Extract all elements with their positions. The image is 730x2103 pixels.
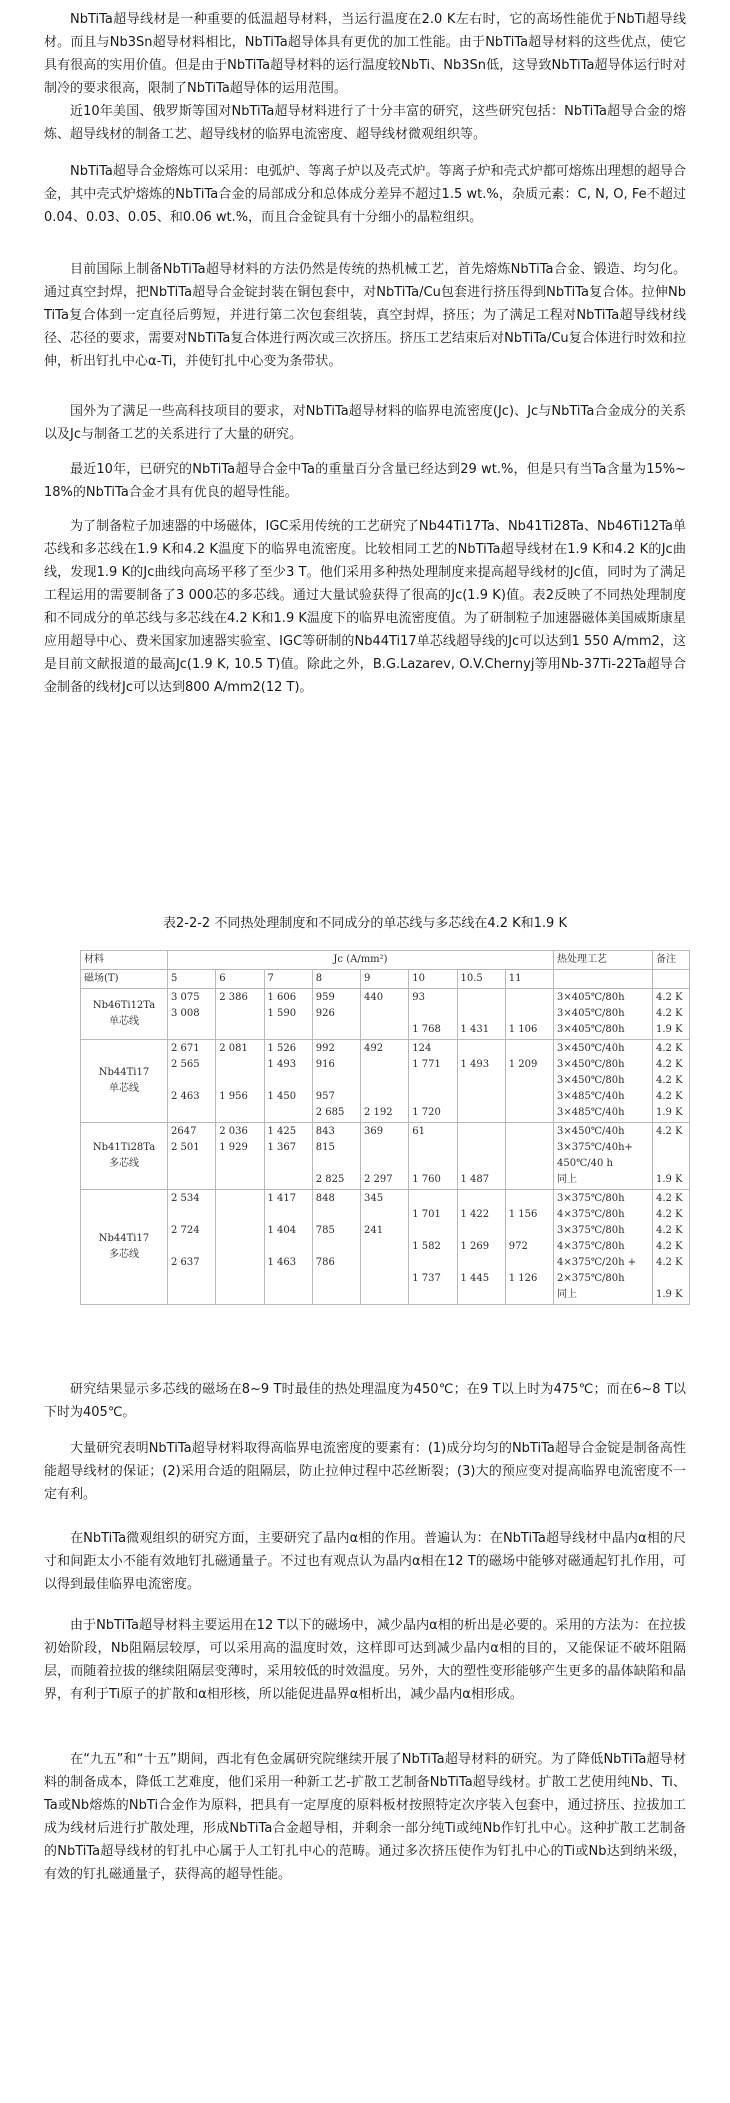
paragraph-9: 大量研究表明NbTiTa超导材料取得高临界电流密度的要素有：(1)成分均匀的NbTiTa超导合金锭是制备高性能超导线材的保证；(2)采用合适的阻隔层，防止拉伸过程中芯丝断裂；(3)大的预应变对提高临界电流密度不一定有利。 <box>44 1441 686 1502</box>
note-cell: 4.2 K 4.2 K 1.9 K <box>653 989 690 1040</box>
jc-cell: 1 422 1 269 1 445 <box>457 1190 505 1305</box>
jc-cell: 1 526 1 493 1 450 <box>264 1040 312 1123</box>
field-col: 10 <box>409 970 457 989</box>
jc-table <box>80 950 690 1305</box>
paragraph-2: 近10年美国、俄罗斯等国对NbTiTa超导材料进行了十分丰富的研究，这些研究包括：NbTiTa超导合金的熔炼、超导线材的制备工艺、超导线材的临界电流密度、超导线材微观组织等。 <box>44 104 686 142</box>
jc-cell: 1 701 1 582 1 737 <box>409 1190 457 1305</box>
paragraph-5: 国外为了满足一些高科技项目的要求，对NbTiTa超导材料的临界电流密度(Jc)、Jc与NbTiTa合金成分的关系以及Jc与制备工艺的关系进行了大量的研究。 <box>44 404 686 442</box>
note-cell: 4.2 K 4.2 K 4.2 K 4.2 K 4.2 K 1.9 K <box>653 1190 690 1305</box>
paragraph-12: 在“九五”和“十五”期间，西北有色金属研究院继续开展了NbTiTa超导材料的研究。为了降低NbTiTa超导材料的制备成本，降低工艺难度，他们采用一种新工艺-扩散工艺制备NbTiTa超导线材。扩散工艺使用纯Nb、Ti、Ta或Nb熔炼的NbTi合金作为原料，把具有一定厚度的原料板材按照特定次序装入包套中，通过挤压、拉拔加工成为线材后进行扩散处理，形成NbTiTa合金超导相，并剩余一部分纯Ti或纯Nb作钉扎中心。这种扩散工艺制备的NbTiTa超导线材的钉扎中心属于人工钉扎中心的范畴。通过多次挤压使作为钉扎中心的Ti或Nb达到纳米级，有效的钉扎磁通量子，获得高的超导性能。 <box>44 1752 686 1882</box>
jc-cell: 3 075 3 008 <box>168 989 216 1040</box>
jc-cell: 1 417 1 404 1 463 <box>264 1190 312 1305</box>
paragraph-4: 目前国际上制备NbTiTa超导材料的方法仍然是传统的热机械工艺，首先熔炼NbTiTa合金、锻造、均匀化。通过真空封焊，把NbTiTa超导合金锭封装在铜包套中，对NbTiTa/Cu包套进行挤压得到NbTiTa复合体。拉伸NbTiTa复合体到一定直径后剪短，并进行第二次包套组装，真空封焊，挤压；为了满足工程对NbTiTa超导线材线径、芯径的要求，需要对NbTiTa复合体进行两次或三次挤压。挤压工艺结束后对NbTiTa/Cu复合体进行时效和拉伸，析出钉扎中心α-Ti，并使钉扎中心变为条带状。 <box>44 262 686 369</box>
paragraph-7: 为了制备粒子加速器的中场磁体，IGC采用传统的工艺研究了Nb44Ti17Ta、Nb41Ti28Ta、Nb46Ti12Ta单芯线和多芯线在1.9 K和4.2 K温度下的临界电流密度。比较相同工艺的NbTiTa超导线材在1.9 K和4.2 K的Jc曲线，发现1.9 K的Jc曲线向高场平移了至少3 T。他们采用多种热处理制度来提高超导线材的Jc值，同时为了满足工程运用的需要制备了3 000芯的多芯线。通过大量试验获得了很高的Jc(1.9 K)值。表2反映了不同热处理制度和不同成分的单芯线与多芯线在4.2 K和1.9 K温度下的临界电流密度值。为了研制粒子加速器磁体美国威斯康星应用超导中心、费米国家加速器实验室、IGC等研制的Nb44Ti17单芯线超导线的Jc可以达到1 550 A/mm2，这是目前文献报道的最高Jc(1.9 K, 10.5 T)值。除此之外，B.G.Lazarev, O.V.Chernyj等用Nb-37Ti-22Ta超导合金制备的线材Jc可以达到800 A/mm2(12 T)。 <box>44 519 686 695</box>
jc-cell: 369 2 297 <box>361 1123 409 1190</box>
jc-cell: 2 534 2 724 2 637 <box>168 1190 216 1305</box>
header-heat: 热处理工艺 <box>554 951 653 970</box>
jc-cell: 1 487 <box>457 1123 505 1190</box>
table-caption: 表2-2-2 不同热处理制度和不同成分的单芯线与多芯线在4.2 K和1.9 K <box>163 916 567 931</box>
paragraph-10: 在NbTiTa微观组织的研究方面，主要研究了晶内α相的作用。普遍认为：在NbTiTa超导线材中晶内α相的尺寸和间距太小不能有效地钉扎磁通量子。不过也有观点认为晶内α相在12 T的磁场中能够对磁通起钉扎作用，可以得到最佳临界电流密度。 <box>44 1531 686 1592</box>
field-col: 10.5 <box>457 970 505 989</box>
table-row <box>81 1190 690 1305</box>
jc-cell: 440 <box>361 989 409 1040</box>
table-row <box>81 1123 690 1190</box>
jc-cell: 1 606 1 590 <box>264 989 312 1040</box>
row-material: Nb44Ti17 单芯线 <box>81 1040 168 1123</box>
paragraph-3: NbTiTa超导合金熔炼可以采用：电弧炉、等离子炉以及壳式炉。等离子炉和壳式炉都可熔炼出理想的超导合金，其中壳式炉熔炼的NbTiTa合金的局部成分和总体成分差异不超过1.5 wt.%，杂质元素：C, N, O, Fe不超过0.04、0.03、0.05、和0.06 wt.%，而且合金锭具有十分细小的晶粒组织。 <box>44 164 686 225</box>
row-material: Nb46Ti12Ta 单芯线 <box>81 989 168 1040</box>
header-note: 备注 <box>653 951 690 970</box>
jc-cell <box>505 1123 553 1190</box>
jc-cell: 492 2 192 <box>361 1040 409 1123</box>
header-field: 磁场(T) <box>81 970 168 989</box>
field-col: 8 <box>312 970 360 989</box>
row-material: Nb41Ti28Ta 多芯线 <box>81 1123 168 1190</box>
jc-cell: 2 386 <box>216 989 264 1040</box>
jc-cell: 843 815 2 825 <box>312 1123 360 1190</box>
jc-table-container <box>80 950 690 1360</box>
jc-cell: 93 1 768 <box>409 989 457 1040</box>
table-row <box>81 989 690 1040</box>
note-cell: 4.2 K 1.9 K <box>653 1123 690 1190</box>
jc-cell: 1 156 972 1 126 <box>505 1190 553 1305</box>
jc-cell <box>216 1190 264 1305</box>
paragraph-11: 由于NbTiTa超导材料主要运用在12 T以下的磁场中，减少晶内α相的析出是必要的。采用的方法为：在拉拔初始阶段，Nb阻隔层较厚，可以采用高的温度时效，这样即可达到减少晶内α相的目的，又能保证不破坏阻隔层，而随着拉拔的继续阻隔层变薄时，采用较低的时效温度。另外，大的塑性变形能够产生更多的晶体缺陷和晶界，有利于Ti原子的扩散和α相形核，所以能促进晶界α相析出，减少晶内α相形成。 <box>44 1618 686 1702</box>
heat-cell: 3×405℃/80h 3×405℃/80h 3×405℃/80h <box>554 989 653 1040</box>
jc-cell: 124 1 771 1 720 <box>409 1040 457 1123</box>
jc-cell: 1 209 <box>505 1040 553 1123</box>
field-col: 6 <box>216 970 264 989</box>
heat-cell: 3×450℃/40h 3×450℃/80h 3×450℃/80h 3×485℃/40h 3×485℃/40h <box>554 1040 653 1123</box>
jc-cell: 2647 2 501 <box>168 1123 216 1190</box>
header-jc: Jc (A/mm²) <box>168 951 554 970</box>
jc-cell: 2 036 1 929 <box>216 1123 264 1190</box>
jc-cell: 1 431 <box>457 989 505 1040</box>
paragraph-8: 研究结果显示多芯线的磁场在8~9 T时最佳的热处理温度为450℃；在9 T以上时为475℃；而在6~8 T以下时为405℃。 <box>44 1382 686 1420</box>
field-col: 7 <box>264 970 312 989</box>
field-col: 11 <box>505 970 553 989</box>
table-row <box>81 1040 690 1123</box>
row-material: Nb44Ti17 多芯线 <box>81 1190 168 1305</box>
jc-cell: 2 081 1 956 <box>216 1040 264 1123</box>
jc-cell: 992 916 957 2 685 <box>312 1040 360 1123</box>
header-material: 材料 <box>81 951 168 970</box>
jc-cell: 1 493 <box>457 1040 505 1123</box>
paragraph-1: NbTiTa超导线材是一种重要的低温超导材料，当运行温度在2.0 K左右时，它的高场性能优于NbTi超导线材。而且与Nb3Sn超导材料相比，NbTiTa超导体具有更优的加工性能。由于NbTiTa超导材料的这些优点，使它具有很高的实用价值。但是由于NbTiTa超导材料的运行温度较NbTi、Nb3Sn低，这导致NbTiTa超导体运行时对制冷的要求很高，限制了NbTiTa超导体的运用范围。 <box>44 12 686 96</box>
jc-cell: 1 106 <box>505 989 553 1040</box>
jc-cell: 2 671 2 565 2 463 <box>168 1040 216 1123</box>
jc-cell: 1 425 1 367 <box>264 1123 312 1190</box>
note-cell: 4.2 K 4.2 K 4.2 K 4.2 K 1.9 K <box>653 1040 690 1123</box>
heat-cell: 3×375℃/80h 4×375℃/80h 3×375℃/80h 4×375℃/80h 4×375℃/20h + 2×375℃/80h 同上 <box>554 1190 653 1305</box>
field-col: 5 <box>168 970 216 989</box>
jc-cell: 848 785 786 <box>312 1190 360 1305</box>
jc-cell: 345 241 <box>361 1190 409 1305</box>
heat-cell: 3×450℃/40h 3×375℃/40h+ 450℃/40 h 同上 <box>554 1123 653 1190</box>
paragraph-6: 最近10年，已研究的NbTiTa超导合金中Ta的重量百分含量已经达到29 wt.%，但是只有当Ta含量为15%~18%的NbTiTa合金才具有优良的超导性能。 <box>44 462 686 500</box>
jc-cell: 959 926 <box>312 989 360 1040</box>
jc-cell: 61 1 760 <box>409 1123 457 1190</box>
field-col: 9 <box>361 970 409 989</box>
